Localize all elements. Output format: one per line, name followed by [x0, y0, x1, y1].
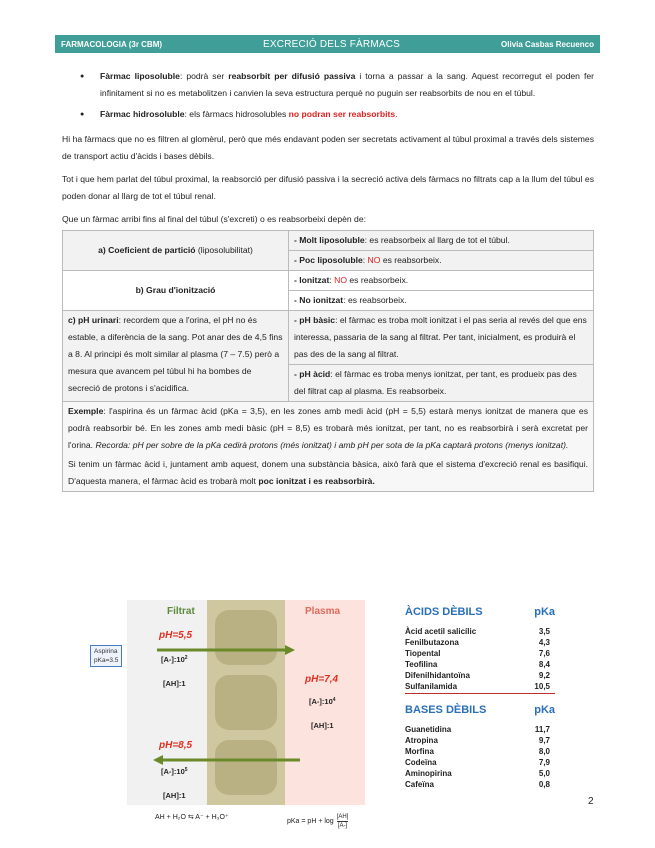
cell-text: :: [362, 255, 368, 265]
drug-pka: 0,8: [538, 780, 550, 789]
label-ph-8-5: pH=8,5: [159, 740, 193, 751]
cell-1: [215, 610, 277, 665]
pka-row: [405, 626, 550, 637]
tubule-diagram: [115, 600, 365, 825]
drug-pka: 5,0: [538, 769, 550, 778]
cell-text: : el fàrmac es troba menys ionitzat, per tant, es produeix pas des del filtrat cap al plasma. Es reabsorbeix.: [294, 369, 577, 396]
pka-row: [405, 637, 550, 648]
drug-name: Guanetidina: [405, 725, 452, 734]
cell-bold: - pH àcid: [294, 369, 331, 379]
cell-3: [215, 740, 277, 795]
drug-name: Codeïna: [405, 758, 437, 767]
cell-bold: - No ionitzat: [294, 295, 344, 305]
pka-row: [405, 779, 550, 790]
pka-row: [405, 659, 550, 670]
acid-rows: [405, 626, 555, 692]
aspirina-box: [90, 645, 122, 667]
drug-pka: 9,2: [538, 671, 550, 680]
drug-name: Teofilina: [405, 660, 438, 669]
page-header: [55, 35, 600, 53]
cell-text: :: [329, 275, 335, 285]
bullet-hidrosoluble: [62, 106, 594, 123]
drug-pka: 4,3: [538, 638, 550, 647]
drug-name: Aminopirina: [405, 769, 452, 778]
label-ph-7-4: pH=7,4: [305, 674, 339, 685]
example-paragraph: [68, 403, 588, 454]
drug-pka: 9,7: [538, 736, 550, 745]
example-text: Si tenim un fàrmac àcid i, juntament amb aquest, donem una substància bàsica, això farà que el sistema d'excreció renal es basifiqui. D'aquesta manera, el fàrmac àcid es trobarà molt: [68, 459, 588, 486]
acids-header: [405, 606, 555, 618]
bullet-text: i torna a passar a la sang. Aquest recorregut el poden fer infinitament si no es metabolitzen i canvien la seva estructura perquè no puguin ser reabsorbits de nou en el túbul.: [100, 71, 594, 98]
bases-col: pKa: [534, 704, 555, 716]
header-title: EXCRECIÓ DELS FÀRMACS: [263, 38, 401, 50]
pka-equation-text: pKa = pH + log: [287, 818, 334, 825]
drug-name: Difenilhidantoïna: [405, 671, 470, 680]
example-italic: Recorda: pH per sobre de la pKa cedirà protons (més ionitzat) i amb pH per sota de la pKa captarà protons (menys ionitzat).: [95, 440, 569, 450]
cell-bold: - Poc liposoluble: [294, 255, 363, 265]
document-body: [62, 68, 594, 492]
acids-underline: [405, 693, 555, 694]
pka-row: [405, 735, 550, 746]
header-course: FARMACOLOGIA (3r CBM): [61, 39, 163, 49]
pka-row: [405, 724, 550, 735]
cell-ionitzat: [289, 271, 594, 291]
cell-partition: [63, 231, 289, 271]
label-ph-5-5: pH=5,5: [159, 630, 193, 641]
bullet-red: no podran ser reabsorbits: [288, 109, 396, 119]
bullet-bold: reabsorbit per difusió passiva: [228, 71, 356, 81]
term-liposoluble: Fàrmac liposoluble: [100, 71, 180, 81]
pka-row: [405, 648, 550, 659]
pka-row: [405, 681, 550, 692]
cell-ph-urinari: [63, 311, 289, 402]
cell-ionization: [63, 271, 289, 311]
base-rows: [405, 724, 555, 790]
drug-name: Àcid acetil salicílic: [405, 627, 477, 636]
equilibrium-equation: AH + H₂O ⇆ A⁻ + H₃O⁺: [155, 814, 229, 821]
aspirina-label: Aspirina: [94, 648, 118, 655]
cell-bold: - Ionitzat: [294, 275, 330, 285]
pka-row: [405, 670, 550, 681]
fraction-denominator: [A-]: [337, 823, 348, 829]
cell-bold: b) Grau d'ionització: [135, 285, 216, 295]
fraction: [337, 813, 349, 830]
drug-name: Morfina: [405, 747, 434, 756]
acids-col: pKa: [534, 606, 555, 618]
label-ah-2: [AH]:1: [311, 721, 334, 730]
cell-ph-basic: [289, 311, 594, 365]
bullet-liposoluble: [62, 68, 594, 102]
bases-header: [405, 704, 555, 716]
drug-pka: 8,0: [538, 747, 550, 756]
bullet-text: .: [395, 109, 398, 119]
cell-text: es reabsorbeix.: [380, 255, 442, 265]
cell-text: : es reabsorbeix.: [343, 295, 407, 305]
cell-poc-liposoluble: [289, 251, 594, 271]
cell-text: : recordem que a l'orina, el pH no és estable, a diferència de la sang. Pot anar des de 4,5 fins a 8. Al principi és molt similar al plasma (7 – 7.5) però a mesura que avancem pel túbul hi ha bombes de secreció de protons i s'acidifica.: [68, 315, 283, 393]
label-filtrat: Filtrat: [167, 606, 195, 617]
label-ratio-3: $[A-]:10^5$: [161, 767, 188, 776]
cell-no-ionitzat: [289, 291, 594, 311]
pka-row: [405, 746, 550, 757]
drug-name: Tiopental: [405, 649, 441, 658]
example-bold: poc ionitzat i es reabsorbirà.: [258, 476, 375, 486]
cell-red: NO: [367, 255, 381, 265]
cell-ph-acid: [289, 365, 594, 402]
drug-pka: 10,5: [534, 682, 550, 691]
cell-text: : es reabsorbeix al llarg de tot el túbul.: [364, 235, 510, 245]
drug-name: Atropina: [405, 736, 438, 745]
example-text: : l'aspirina és un fàrmac àcid (pKa = 3,5), en les zones amb medi àcid (pH = 5,5) estarà menys ionitzat de manera que es podrà reabsorbir bé. En les zones amb medi bàsic (pH = 8,5) es trobarà més ionitzat, per tant, no es reabsorbirà i serà excretat per l'orina.: [68, 406, 588, 450]
drug-pka: 7,9: [538, 758, 550, 767]
pka-equation: [287, 813, 348, 830]
header-author: Olivia Casbas Recuenco: [501, 39, 594, 49]
paragraph: Que un fàrmac arribi fins al final del túbul (s'excreti) o es reabsorbeixi depèn de:: [62, 214, 367, 224]
cell-bold: c) pH urinari: [68, 315, 119, 325]
example-box: [62, 402, 594, 492]
cell-bold: - Molt liposoluble: [294, 235, 365, 245]
label-ah-1: [AH]:1: [163, 679, 186, 688]
cell-2: [215, 675, 277, 730]
drug-pka: 3,5: [538, 627, 550, 636]
bases-title: BASES DÈBILS: [405, 704, 487, 716]
drug-name: Sulfanilamida: [405, 682, 458, 691]
paragraph: Tot i que hem parlat del túbul proximal, la reabsorció per difusió passiva i la secreció activa dels fàrmacs no filtrats cap a la llum del túbul es poden donar al llarg de tot el túbul renal.: [62, 174, 594, 201]
fraction-numerator: [AH]: [336, 814, 349, 820]
example-paragraph: [68, 456, 588, 490]
example-label: Exemple: [68, 406, 104, 416]
drug-name: Fenilbutazona: [405, 638, 459, 647]
label-plasma: Plasma: [305, 606, 341, 617]
bases-table: [405, 704, 555, 790]
acids-title: ÀCIDS DÈBILS: [405, 606, 483, 618]
cell-text: : el fàrmac es troba molt ionitzat i el pas seria al revés del que ens interessa, passaria de la sang al filtrat. Per tant, inicialment, es produirà el pas des de la sang al filtrat.: [294, 315, 587, 359]
bullet-text: : els fàrmacs hidrosolubles: [184, 109, 289, 119]
pka-row: [405, 757, 550, 768]
page-number: 2: [588, 796, 594, 807]
cell-bold: - pH bàsic: [294, 315, 336, 325]
acids-table: [405, 606, 555, 694]
factors-table: [62, 230, 594, 402]
cell-red: NO: [334, 275, 347, 285]
cell-text: es reabsorbeix.: [347, 275, 409, 285]
label-ratio-1: $[A-]:10^2$: [161, 655, 188, 664]
paragraph: Hi ha fàrmacs que no es filtren al glomèrul, però que més endavant poden ser secretats activament al túbul proximal a través dels sistemes de transport actiu d'àcids i bases dèbils.: [62, 134, 594, 161]
label-ah-3: [AH]:1: [163, 791, 186, 800]
label-ratio-2: $[A-]:10^4$: [309, 697, 336, 706]
cell-bold: a) Coeficient de partició: [98, 245, 196, 255]
term-hidrosoluble: Fàrmac hidrosoluble: [100, 109, 185, 119]
aspirina-pka: pKa=3.5: [94, 657, 119, 664]
cell-molt-liposoluble: [289, 231, 594, 251]
drug-pka: 7,6: [538, 649, 550, 658]
figure: [94, 600, 565, 829]
drug-name: Cafeïna: [405, 780, 434, 789]
drug-pka: 11,7: [534, 725, 550, 734]
drug-pka: 8,4: [538, 660, 550, 669]
cell-text: (liposolubilitat): [195, 245, 253, 255]
pka-row: [405, 768, 550, 779]
bullet-text: : podrà ser: [179, 71, 229, 81]
